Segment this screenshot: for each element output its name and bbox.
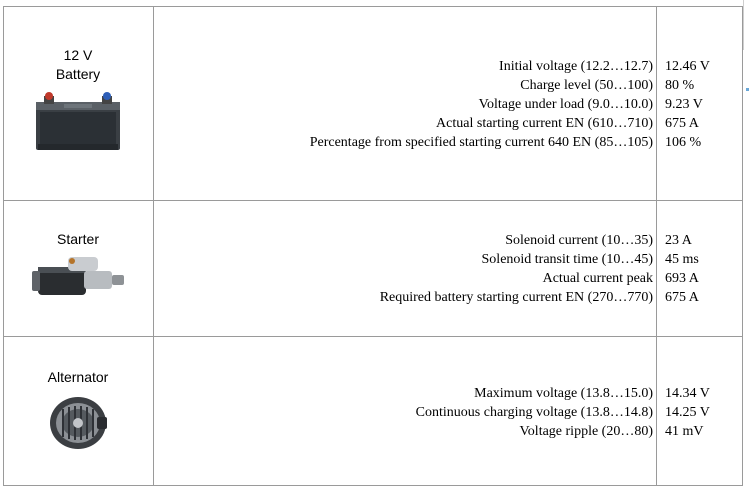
table-border-bottom bbox=[3, 485, 743, 486]
list-item: Solenoid transit time (10…45) 45 ms bbox=[481, 252, 699, 267]
scrollbar[interactable] bbox=[743, 0, 750, 50]
component-name-battery: 12 V Battery bbox=[55, 47, 101, 82]
row-divider bbox=[3, 336, 743, 337]
starter-cell bbox=[3, 230, 153, 303]
table-border-top bbox=[3, 6, 743, 7]
list-item: Continuous charging voltage (13.8…14.8) 14.25 V bbox=[415, 405, 710, 420]
list-item: Solenoid current (10…35) 23 A bbox=[505, 233, 692, 248]
scroll-marker bbox=[746, 88, 749, 91]
list-item: Voltage ripple (20…80) 41 mV bbox=[519, 424, 704, 439]
results-table bbox=[3, 6, 743, 486]
list-item: Voltage under load (9.0…10.0) 9.23 V bbox=[478, 97, 703, 112]
list-item: Actual current peak 693 A bbox=[542, 271, 699, 286]
starter-motor-icon bbox=[28, 253, 128, 303]
list-item: Initial voltage (12.2…12.7) 12.46 V bbox=[499, 59, 710, 74]
component-name-starter: Starter bbox=[56, 231, 99, 247]
row-divider bbox=[3, 200, 743, 201]
list-item: Percentage from specified starting current 640 EN (85…105) 106 % bbox=[309, 135, 702, 150]
alternator-cell bbox=[3, 368, 153, 453]
car-battery-icon bbox=[30, 88, 126, 154]
component-name-alternator: Alternator bbox=[47, 369, 109, 385]
list-item: Maximum voltage (13.8…15.0) 14.34 V bbox=[474, 386, 710, 401]
list-item: Required battery starting current EN (270…770) 675 A bbox=[379, 290, 699, 305]
list-item: Charge level (50…100) 80 % bbox=[520, 78, 695, 93]
alternator-icon bbox=[43, 391, 113, 453]
list-item: Actual starting current EN (610…710) 675 A bbox=[436, 116, 699, 131]
battery-cell bbox=[3, 46, 153, 154]
